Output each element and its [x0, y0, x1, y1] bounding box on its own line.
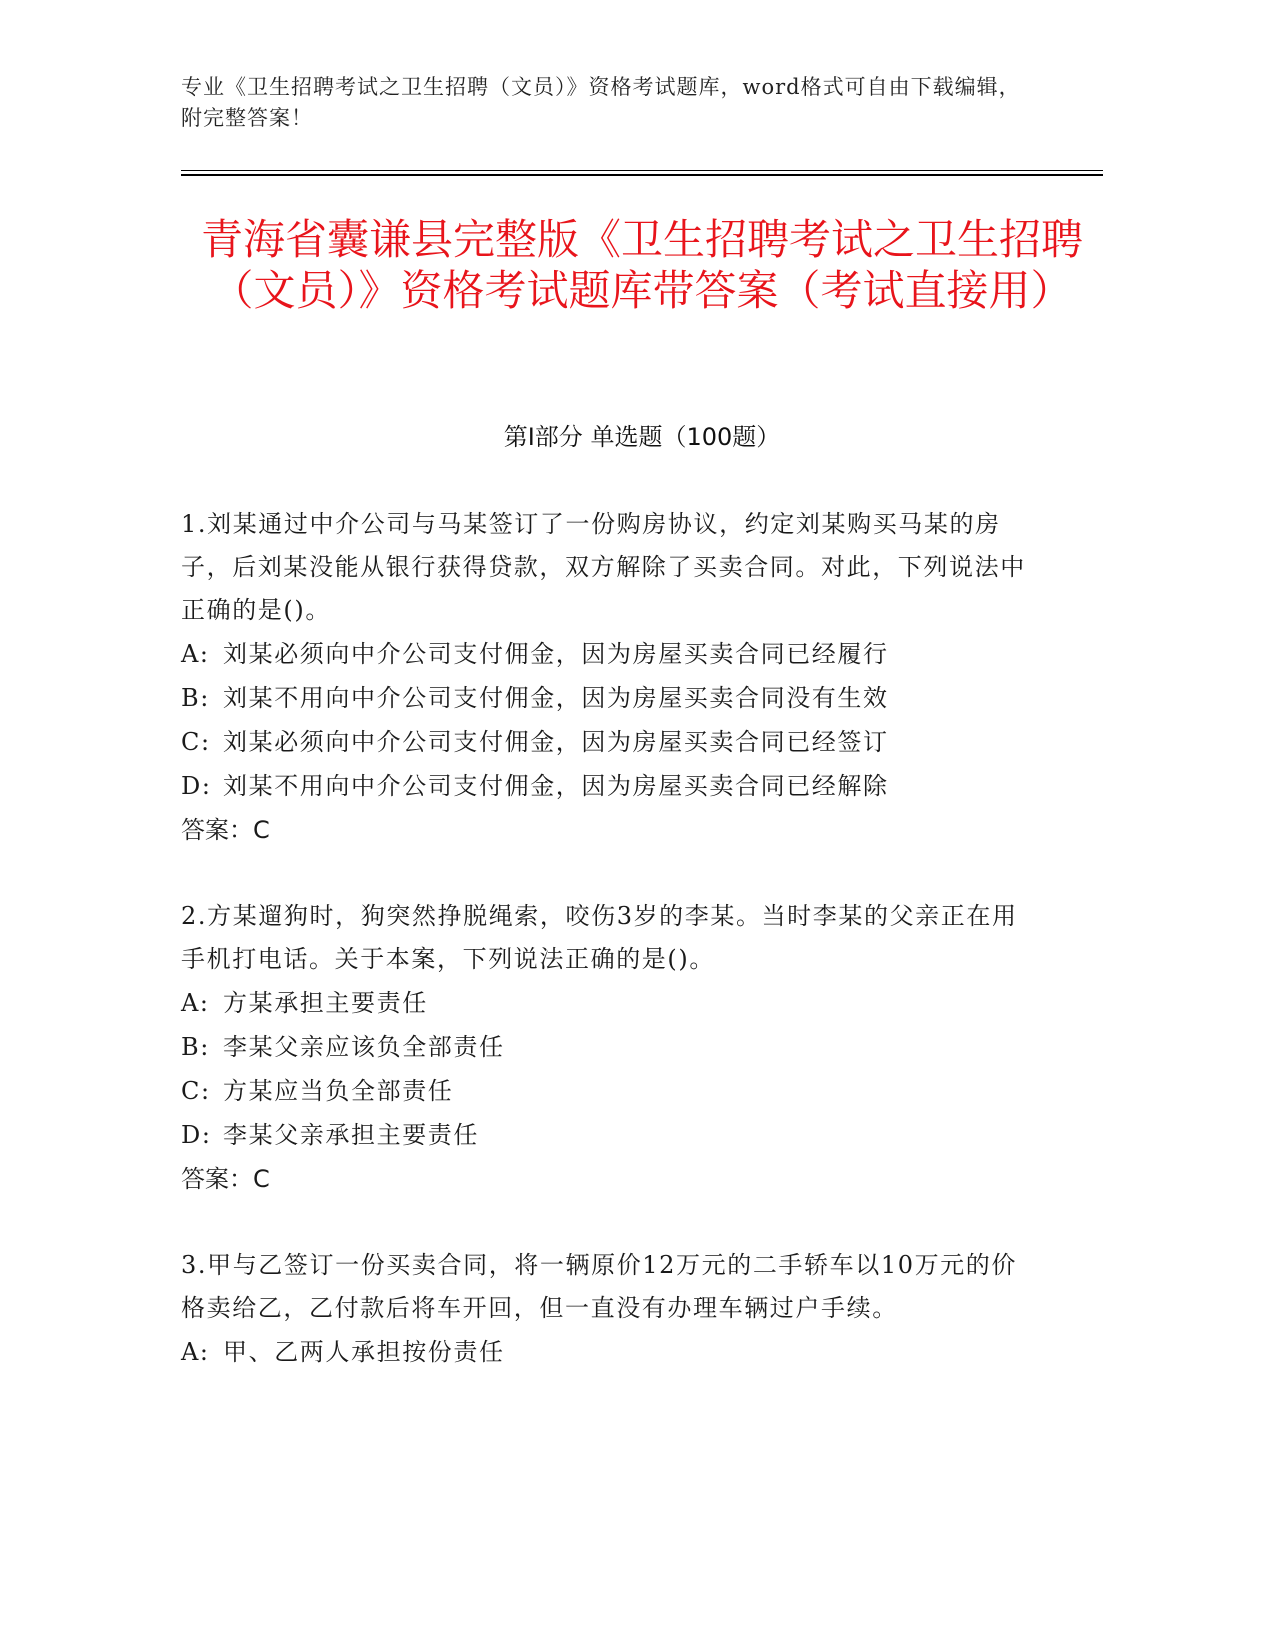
answer-line: 答案：C: [181, 816, 270, 844]
document-title: 青海省囊谦县完整版《卫生招聘考试之卫生招聘（文员）》资格考试题库带答案（考试直接用）: [200, 215, 1083, 315]
option-text: 李某父亲应该负全部责任: [223, 1033, 505, 1061]
option-key: C:: [181, 1077, 211, 1105]
option-key: B:: [181, 684, 210, 712]
header-rule-thin: [181, 170, 1103, 171]
header-note: 专业《卫生招聘考试之卫生招聘（文员）》资格考试题库，word格式可自由下载编辑，附完整答案！: [181, 75, 1021, 130]
option-text: 刘某必须向中介公司支付佣金，因为房屋买卖合同已经签订: [223, 728, 889, 756]
question-stem: 1.刘某通过中介公司与马某签订了一份购房协议，约定刘某购买马某的房子，后刘某没能从银行获得贷款，双方解除了买卖合同。对此，下列说法中正确的是()。: [181, 510, 1026, 624]
option-text: 方某应当负全部责任: [223, 1077, 454, 1105]
section-heading: 第Ⅰ部分 单选题（100题）: [503, 423, 781, 451]
option-b: [181, 1025, 1031, 1069]
option-d: [181, 764, 1031, 808]
option-text: 刘某不用向中介公司支付佣金，因为房屋买卖合同已经解除: [223, 772, 889, 800]
option-c: [181, 720, 1031, 764]
option-key: D:: [181, 772, 212, 800]
option-key: D:: [181, 1121, 212, 1149]
question-1: [181, 503, 1031, 852]
option-text: 李某父亲承担主要责任: [223, 1121, 479, 1149]
option-c: [181, 1069, 1031, 1113]
option-a: [181, 1330, 1031, 1374]
option-text: 刘某必须向中介公司支付佣金，因为房屋买卖合同已经履行: [223, 640, 889, 668]
header-rule-thick: [181, 174, 1103, 176]
question-stem: 3.甲与乙签订一份买卖合同，将一辆原价12万元的二手轿车以10万元的价格卖给乙，乙付款后将车开回，但一直没有办理车辆过户手续。: [181, 1251, 1017, 1322]
option-text: 刘某不用向中介公司支付佣金，因为房屋买卖合同没有生效: [223, 684, 889, 712]
option-a: [181, 632, 1031, 676]
option-key: A:: [181, 640, 210, 668]
answer-line: 答案：C: [181, 1165, 270, 1193]
option-key: A:: [181, 1338, 210, 1366]
option-key: A:: [181, 989, 210, 1017]
option-b: [181, 676, 1031, 720]
question-2: [181, 895, 1031, 1201]
option-d: [181, 1113, 1031, 1157]
question-3: [181, 1244, 1031, 1374]
question-stem: 2.方某遛狗时，狗突然挣脱绳索，咬伤3岁的李某。当时李某的父亲正在用手机打电话。关于本案，下列说法正确的是()。: [181, 902, 1018, 973]
option-text: 甲、乙两人承担按份责任: [223, 1338, 505, 1366]
option-a: [181, 981, 1031, 1025]
option-key: B:: [181, 1033, 210, 1061]
option-text: 方某承担主要责任: [223, 989, 428, 1017]
option-key: C:: [181, 728, 211, 756]
